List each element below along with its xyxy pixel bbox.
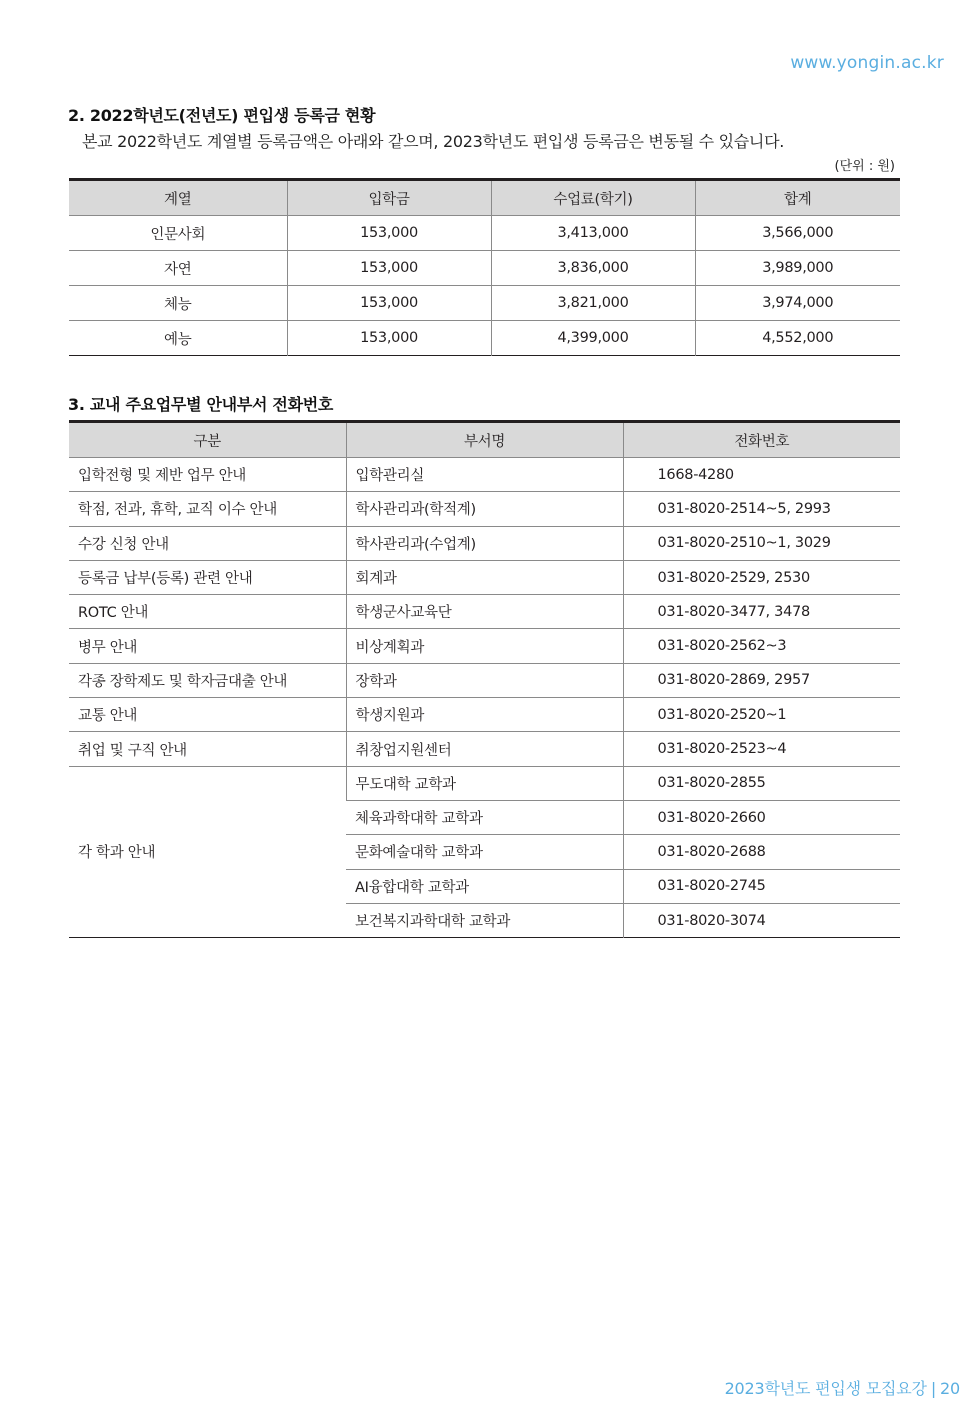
table-header-row — [69, 180, 900, 216]
table-row — [69, 526, 900, 560]
phone-cell: 031-8020-2514~5, 2993 — [623, 492, 900, 526]
table-cell: 3,821,000 — [491, 286, 695, 321]
section-3-title: 3. 교내 주요업무별 안내부서 전화번호 — [68, 395, 334, 414]
table-row — [69, 321, 900, 356]
table-row — [69, 286, 900, 321]
column-header: 구분 — [69, 422, 346, 458]
table-cell: 3,974,000 — [695, 286, 900, 321]
column-header: 전화번호 — [623, 422, 900, 458]
department-cell: 비상계획과 — [346, 629, 623, 663]
table-row — [69, 216, 900, 251]
phone-cell: 031-8020-2855 — [623, 766, 900, 800]
category-cell: 각 학과 안내 — [78, 845, 156, 862]
category-cell: ROTC 안내 — [69, 595, 346, 629]
table-row — [69, 595, 900, 629]
phone-cell: 1668-4280 — [623, 458, 900, 492]
phone-cell: 031-8020-2869, 2957 — [623, 663, 900, 697]
page-number: 20 — [940, 1379, 960, 1398]
department-cell: 학생지원과 — [346, 698, 623, 732]
table-cell: 4,552,000 — [695, 321, 900, 356]
table-row — [69, 732, 900, 766]
phone-cell: 031-8020-2688 — [623, 835, 900, 869]
category-cell: 교통 안내 — [69, 698, 346, 732]
footer-title: 2023학년도 편입생 모집요강 — [724, 1379, 927, 1398]
department-cell: 보건복지과학대학 교학과 — [355, 914, 511, 930]
department-cell: 입학관리실 — [346, 458, 623, 492]
department-cell: 장학과 — [346, 663, 623, 697]
category-cell: 등록금 납부(등록) 관련 안내 — [69, 560, 346, 594]
site-url[interactable]: www.yongin.ac.kr — [790, 53, 944, 73]
table-cell: 예능 — [164, 331, 192, 348]
phone-cell: 031-8020-2562~3 — [623, 629, 900, 663]
table-cell: 3,836,000 — [491, 251, 695, 286]
category-cell: 병무 안내 — [69, 629, 346, 663]
table-header-row — [69, 422, 900, 458]
table-cell: 인문사회 — [69, 216, 287, 251]
table-cell: 3,989,000 — [695, 251, 900, 286]
section-2-intro: 본교 2022학년도 계열별 등록금액은 아래와 같으며, 2023학년도 편입생 등록금은 변동될 수 있습니다. — [82, 132, 785, 151]
table-row — [69, 663, 900, 697]
phone-cell: 031-8020-2523~4 — [623, 732, 900, 766]
table-cell: 153,000 — [287, 251, 491, 286]
department-cell: 회계과 — [346, 560, 623, 594]
table-cell: 체능 — [69, 286, 287, 321]
table-row — [69, 492, 900, 526]
column-header: 합계 — [695, 180, 900, 216]
table-cell: 3,566,000 — [695, 216, 900, 251]
department-cell: 문화예술대학 교학과 — [346, 835, 623, 869]
page-footer — [725, 1376, 960, 1399]
table-row — [69, 251, 900, 286]
phone-cell: 031-8020-2529, 2530 — [623, 560, 900, 594]
column-header: 수업료(학기) — [491, 180, 695, 216]
category-cell: 취업 및 구직 안내 — [69, 732, 346, 766]
phone-cell: 031-8020-2745 — [623, 869, 900, 903]
table-cell: 153,000 — [287, 321, 491, 356]
phone-cell: 031-8020-3477, 3478 — [623, 595, 900, 629]
phone-cell: 031-8020-2510~1, 3029 — [623, 526, 900, 560]
department-cell: 학사관리과(학적계) — [346, 492, 623, 526]
table-row — [69, 560, 900, 594]
phone-cell: 031-8020-2660 — [623, 800, 900, 834]
unit-note: (단위 : 원) — [834, 159, 895, 174]
table-row — [69, 629, 900, 663]
table-cell: 153,000 — [287, 286, 491, 321]
category-cell: 수강 신청 안내 — [69, 526, 346, 560]
section-2-title: 2. 2022학년도(전년도) 편입생 등록금 현황 — [68, 106, 376, 125]
department-phone-table — [69, 420, 900, 938]
column-header: 입학금 — [287, 180, 491, 216]
column-header: 계열 — [69, 180, 287, 216]
table-row — [69, 698, 900, 732]
table-cell: 4,399,000 — [491, 321, 695, 356]
category-cell: 각종 장학제도 및 학자금대출 안내 — [69, 663, 346, 697]
table-cell: 자연 — [69, 251, 287, 286]
column-header: 부서명 — [346, 422, 623, 458]
footer-separator: | — [930, 1379, 937, 1398]
department-cell: AI융합대학 교학과 — [346, 869, 623, 903]
category-cell: 입학전형 및 제반 업무 안내 — [69, 458, 346, 492]
table-cell: 153,000 — [287, 216, 491, 251]
table-row — [69, 766, 900, 800]
category-cell: 학점, 전과, 휴학, 교직 이수 안내 — [69, 492, 346, 526]
department-cell: 취창업지원센터 — [346, 732, 623, 766]
department-cell: 무도대학 교학과 — [346, 766, 623, 800]
department-cell: 체육과학대학 교학과 — [346, 800, 623, 834]
tuition-table — [69, 178, 900, 356]
department-cell: 학생군사교육단 — [346, 595, 623, 629]
phone-cell: 031-8020-2520~1 — [623, 698, 900, 732]
table-row — [69, 458, 900, 492]
phone-cell: 031-8020-3074 — [623, 903, 900, 937]
table-cell: 3,413,000 — [491, 216, 695, 251]
department-cell: 학사관리과(수업계) — [346, 526, 623, 560]
